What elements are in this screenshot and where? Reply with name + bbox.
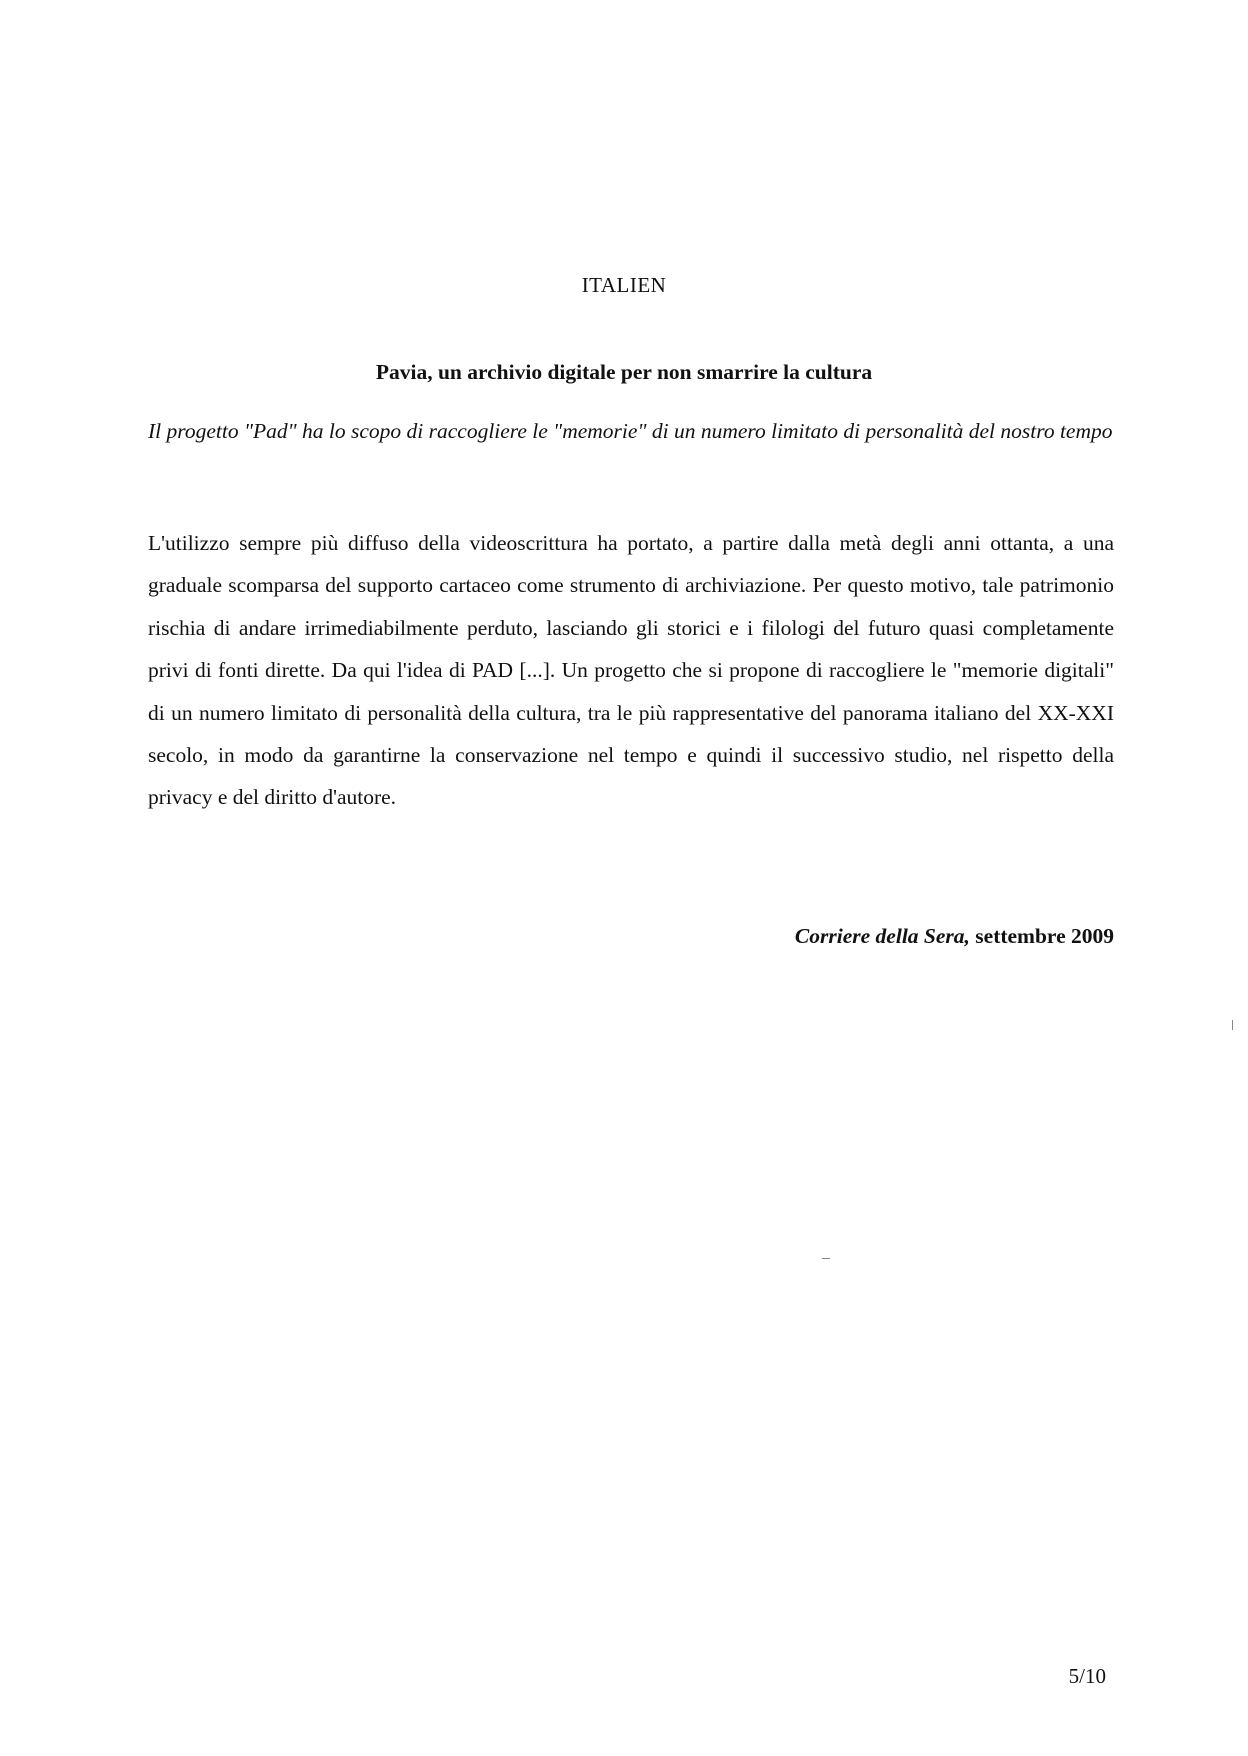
scan-speck xyxy=(1232,1020,1233,1030)
article-body: L'utilizzo sempre più diffuso della videoscrittura ha portato, a partire dalla metà degli anni ottanta, a una graduale scomparsa del supporto cartaceo come strumento di archiviazione. Per questo motivo, tale patrimonio rischia di andare irrimediabilmente perduto, lasciando gli storici e i filologi del futuro quasi completamente privi di fonti dirette. Da qui l'idea di PAD [...]. Un progetto che si propone di raccogliere le "memorie digitali" di un numero limitato di personalità della cultura, tra le più rappresentative del panorama italiano del XX-XXI secolo, in modo da garantirne la conservazione nel tempo e quindi il successivo studio, nel rispetto della privacy e del diritto d'autore. xyxy=(148,531,1114,810)
country-heading: ITALIEN xyxy=(581,273,667,297)
article-title: Pavia, un archivio digitale per non smarrire la cultura xyxy=(375,360,873,384)
page-number: 5/10 xyxy=(1068,1664,1106,1688)
article-subtitle: Il progetto "Pad" ha lo scopo di raccogliere le "memorie" di un numero limitato di personalità del nostro tempo xyxy=(148,419,1113,443)
scan-speck xyxy=(822,1258,830,1259)
article-source xyxy=(148,924,1114,949)
source-date: settembre 2009 xyxy=(975,924,1114,948)
source-publication: Corriere della Sera, xyxy=(794,924,970,948)
